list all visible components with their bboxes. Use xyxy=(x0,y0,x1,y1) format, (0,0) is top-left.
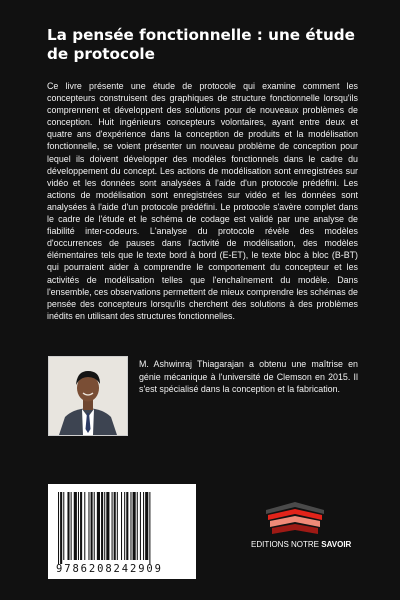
barcode-bar xyxy=(133,492,136,560)
book-title: La pensée fonctionnelle : une étude de protocole xyxy=(47,26,355,63)
barcode-bar xyxy=(104,492,105,560)
publisher-name-bold: SAVOIR xyxy=(321,540,352,549)
barcode-bar xyxy=(78,492,79,560)
barcode-bar xyxy=(145,492,148,560)
book-description: Ce livre présente une étude de protocole qui examine comment les concepteurs construisent des graphiques de structure fonctionnelle lorsqu'ils comprennent et développent des solutions pour de nouveaux problèmes de conception. Huit ingénieurs concepteurs volontaires, ayant entre deux et quatre ans d'expérience dans la conception de produits et la modélisation fonctionnelle, se voient présenter un nouveau problème de conception pour lequel ils doivent développer des modèles fonctionnels dans le cadre du développement du concept. Les actions de modélisation sont enregistrées sur vidéo et les données sont analysées à l'aide d'un protocole prédéfini. Les actions de modélisation sont enregistrées sur vidéo et les données sont analysées à l'aide d'un protocole prédéfini. Le protocole s'avère complet dans le cadre de l'étude et le schéma de codage est validé par une analyse de fiabilité inter-codeurs. L'analyse du protocole révèle des modèles d'occurrences de pauses dans l'activité de modélisation, des modèles élémentaires tels que le texte bord à bord (E-ET), le texte bloc à bloc (B-BT) qui pourraient aider à comprendre le comportement du concepteur et les activités de modélisation telles que l'enchaînement du modèle. Dans l'ensemble, ces observations permettent de mieux comprendre les schémas de pensée des concepteurs lorsqu'ils cherchent des solutions à des problèmes inédits en utilisant des structures fonctionnelles. xyxy=(47,81,358,321)
author-portrait-image xyxy=(49,357,127,435)
barcode-bar xyxy=(80,492,82,560)
barcode-bar xyxy=(124,492,125,560)
barcode-bars xyxy=(58,492,186,564)
barcode-bar xyxy=(88,492,89,560)
barcode-bar xyxy=(97,492,100,560)
barcode-bar xyxy=(74,492,77,560)
barcode-bar xyxy=(149,492,150,564)
isbn-digits: 9786208242909 xyxy=(56,563,163,575)
publisher-name xyxy=(251,540,352,549)
barcode-bar xyxy=(126,492,128,560)
barcode-bar xyxy=(71,492,72,560)
barcode-bar xyxy=(84,492,85,560)
barcode-bar xyxy=(140,492,141,560)
barcode-bar xyxy=(137,492,138,560)
barcode-bar xyxy=(91,492,93,560)
barcode-bar xyxy=(67,492,69,560)
barcode-bar xyxy=(106,492,109,560)
barcode-bar xyxy=(60,492,62,564)
barcode-bar xyxy=(94,492,95,560)
barcode-bar xyxy=(114,492,116,560)
barcode-bar xyxy=(58,492,59,564)
publisher-name-regular: EDITIONS NOTRE xyxy=(251,540,322,549)
barcode-bar xyxy=(121,492,122,560)
barcode-bar xyxy=(117,492,118,560)
publisher-logo xyxy=(262,500,328,541)
author-photo xyxy=(48,356,128,436)
isbn-barcode xyxy=(48,484,196,579)
barcode-bar xyxy=(143,492,144,560)
barcode-bar xyxy=(112,492,113,560)
barcode-bar xyxy=(130,492,131,560)
barcode-bar xyxy=(101,492,103,560)
open-book-icon xyxy=(262,500,328,536)
author-bio: M. Ashwinraj Thiagarajan a obtenu une maîtrise en génie mécanique à l'université de Clemson en 2015. Il s'est spécialisé dans la conception et la fabrication. xyxy=(139,359,358,394)
barcode-bar xyxy=(63,492,64,560)
